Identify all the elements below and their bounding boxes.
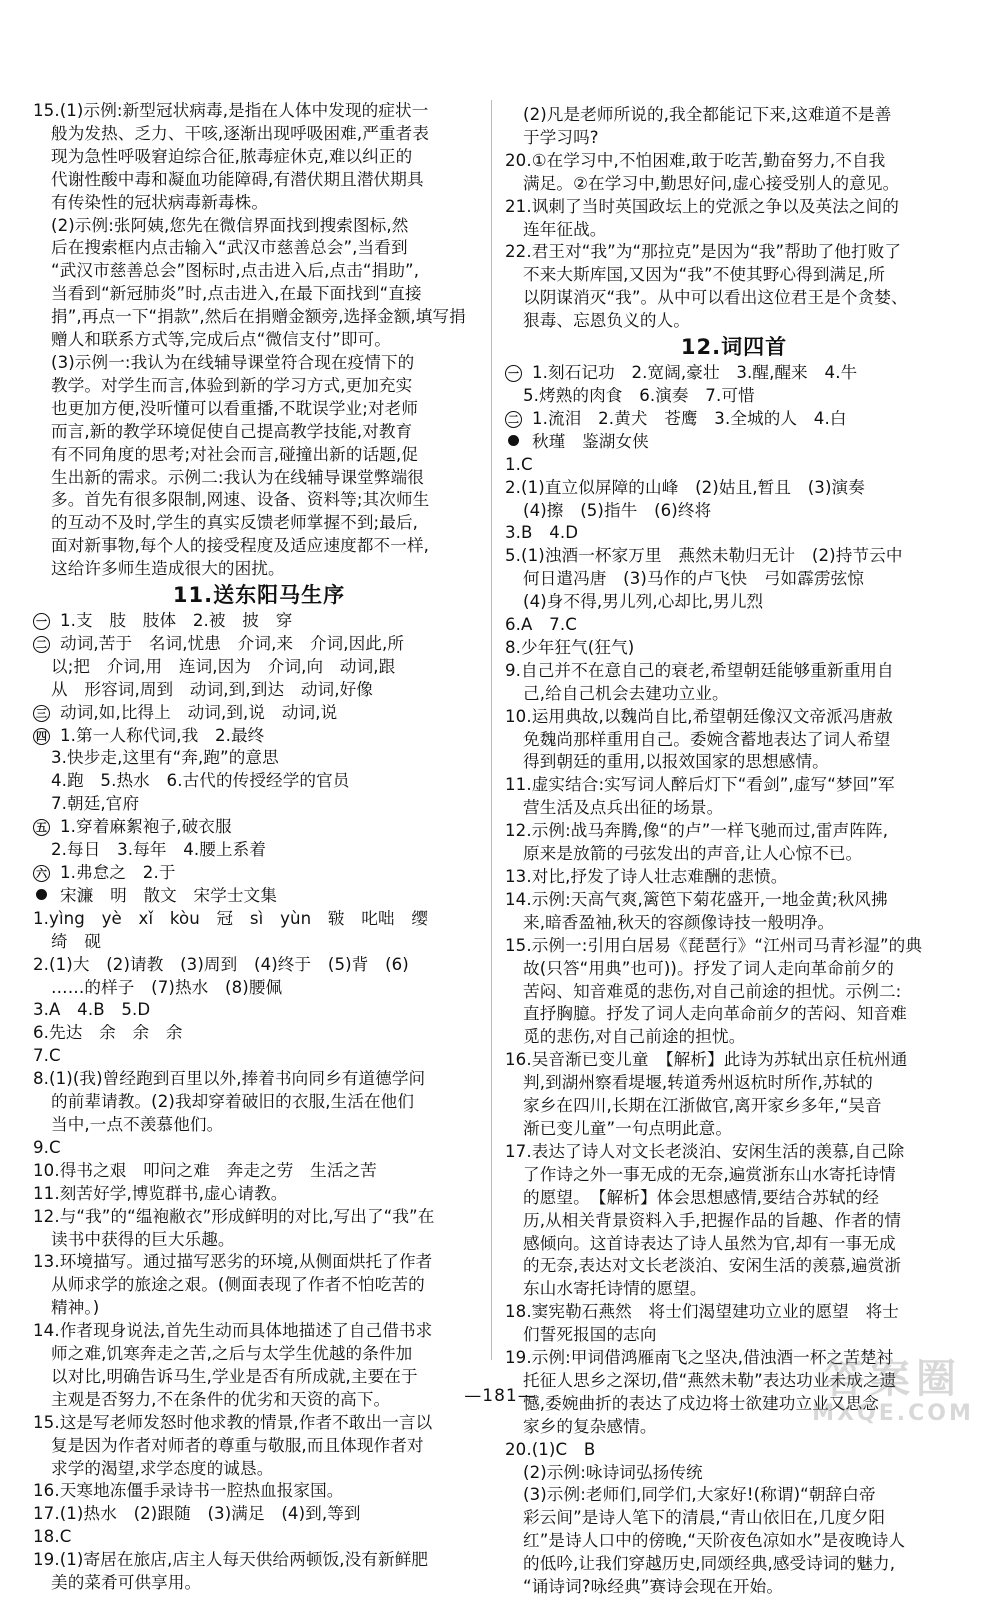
- answer-text: “武汉市慈善总会”图标时,点击进入后,点击“捐助”,: [51, 261, 420, 281]
- answer-line: [505, 820, 963, 843]
- answer-line: [505, 150, 963, 173]
- answer-line: [505, 1095, 963, 1118]
- watermark-logo: [808, 1357, 978, 1431]
- bullet-dot-icon: [36, 889, 47, 900]
- answer-text: 有不同角度的思考;对社会而言,碰撞出新的话题,促: [51, 444, 419, 464]
- answer-line: [505, 1462, 963, 1485]
- page-number: —181—: [464, 1386, 536, 1406]
- answer-line: [33, 1251, 485, 1274]
- answer-text: 1.穿着麻絮袍子,破衣服: [60, 817, 232, 837]
- answer-text: 2.(1)大 (2)请教 (3)周到 (4)终于 (5)背 (6): [33, 954, 409, 974]
- answer-line: [33, 1435, 485, 1458]
- answer-line: [505, 362, 963, 385]
- answer-text: 从师求学的旅途之艰。(侧面表现了作者不怕吃苦的: [51, 1275, 425, 1295]
- answer-text: 22.君王对“我”为“那拉克”是因为“我”帮助了他打败了: [505, 242, 902, 262]
- answer-text: 家乡的复杂感情。: [523, 1416, 657, 1436]
- answer-text: 16.吴音渐已变儿童 【解析】此诗为苏轼出京任杭州通: [505, 1050, 908, 1070]
- answer-line: [33, 283, 485, 306]
- answer-text: 动词,苦于 名词,忧患 介词,来 介词,因此,所: [60, 633, 405, 653]
- answer-line: [505, 591, 963, 614]
- answer-text: ……的样子 (7)热水 (8)腰佩: [51, 977, 283, 997]
- answer-line: [33, 123, 485, 146]
- answer-line: [33, 329, 485, 352]
- answer-text: 们誓死报国的志向: [523, 1325, 657, 1345]
- answer-line: [33, 908, 485, 931]
- answer-line: [505, 751, 963, 774]
- answer-text: 后在搜索框内点击输入“武汉市慈善总会”,当看到: [51, 238, 408, 258]
- answer-line: [33, 656, 485, 679]
- answer-text: 动词,如,比得上 动词,到,说 动词,说: [60, 702, 338, 722]
- answer-line: [505, 522, 963, 545]
- answer-text: 托征人思乡之深切,借“燕然未勒”表达功业未成之遗: [523, 1370, 897, 1390]
- answer-line: [505, 1255, 963, 1278]
- answer-line: [505, 1141, 963, 1164]
- answer-text: 1.第一人称代词,我 2.最终: [60, 725, 265, 745]
- answer-text: 直抒胸臆。抒发了词人走向革命前夕的苦闷、知音难: [523, 1004, 907, 1024]
- answer-line: [33, 375, 485, 398]
- answer-text: 4.跑 5.热水 6.古代的传授经学的官员: [51, 771, 350, 791]
- answer-text: 16.天寒地冻僵手录诗书一腔热血报家国。: [33, 1481, 344, 1501]
- answer-text: 宋濂 明 散文 宋学士文集: [60, 885, 278, 905]
- answer-text: 了作诗之外一事无成的无奈,遍赏浙东山水寄托诗情: [523, 1164, 896, 1184]
- answer-line: [505, 1530, 963, 1553]
- answer-text: 代谢性酸中毒和凝血功能障碍,有潜伏期且潜伏期具: [51, 169, 424, 189]
- answer-text: 11.虚实结合:实写词人醉后灯下“看剑”,虚写“梦回”军: [505, 775, 895, 795]
- answer-text: 也更加方便,没听懂可以看重播,不耽误学业;对老师: [51, 398, 419, 418]
- answer-text: 东山水寄托诗情的愿望。: [523, 1279, 707, 1299]
- circled-number-icon: 五: [33, 819, 50, 836]
- answer-text: 这给许多师生造成很大的困扰。: [51, 559, 285, 579]
- answer-line: [33, 702, 485, 725]
- answer-line: [33, 1160, 485, 1183]
- answer-line: [505, 1553, 963, 1576]
- answer-text: 求学的渴望,求学态度的诚恳。: [51, 1458, 274, 1478]
- answer-line: [33, 747, 485, 770]
- answer-line: [505, 196, 963, 219]
- answer-line: [33, 839, 485, 862]
- answer-text: 19.(1)寄居在旅店,店主人每天供给两顿饭,没有新鲜肥: [33, 1550, 429, 1570]
- answer-text: 21.讽刺了当时英国政坛上的党派之争以及英法之间的: [505, 196, 899, 216]
- answer-text: 13.对比,抒发了诗人壮志难酬的悲愤。: [505, 867, 788, 886]
- answer-text: 主观是否努力,不在条件的优劣和天资的高下。: [51, 1389, 391, 1409]
- circled-number-icon: 四: [33, 728, 50, 745]
- answer-line: [505, 241, 963, 264]
- answer-text: 当中,一点不羡慕他们。: [51, 1114, 224, 1134]
- answer-line: [33, 1229, 485, 1252]
- watermark-top: 答案圈: [824, 1356, 962, 1402]
- answer-line: [505, 408, 963, 431]
- answer-text: (2)凡是老师所说的,我全都能记下来,这难道不是善: [523, 105, 892, 124]
- circled-number-icon: 二: [33, 636, 50, 653]
- answer-text: 9.自己并不在意自己的衰老,希望朝廷能够重新重用自: [505, 660, 894, 680]
- answer-text: (2)示例:咏诗词弘扬传统: [523, 1462, 703, 1482]
- answer-text: “诵诗词?咏经典”赛诗会现在开始。: [523, 1577, 784, 1597]
- answer-line: [33, 169, 485, 192]
- answer-line: [33, 1549, 485, 1572]
- answer-line: [33, 633, 485, 656]
- answer-text: 生出新的需求。示例二:我认为在线辅导课堂弊端很: [51, 467, 424, 487]
- answer-text: 美的菜肴可供享用。: [51, 1573, 202, 1593]
- answer-text: 10.得书之艰 叩问之难 奔走之劳 生活之苦: [33, 1160, 377, 1180]
- answer-line: [505, 385, 963, 408]
- answer-line: [33, 862, 485, 885]
- left-column: [33, 100, 485, 1595]
- answer-line: [33, 1320, 485, 1343]
- answer-text: 复是因为作者对师者的尊重与敬服,而且体现作者对: [51, 1435, 424, 1455]
- answer-text: 般为发热、乏力、干咳,逐渐出现呼吸困难,严重者表: [51, 123, 430, 143]
- circled-number-icon: 三: [33, 705, 50, 722]
- answer-line: [505, 545, 963, 568]
- answer-text: 狠毒、忘恩负义的人。: [523, 311, 690, 331]
- answer-line: [33, 1137, 485, 1160]
- answer-text: 20.①在学习中,不怕困难,敢于吃苦,勤奋努力,不自我: [505, 150, 886, 170]
- answer-text: 当看到“新冠肺炎”时,点击进入,在最下面找到“直接: [51, 284, 422, 304]
- answer-text: 14.作者现身说法,首先生动而具体地描述了自己借书求: [33, 1321, 433, 1341]
- answer-text: 苦闷、知音难觅的悲伤,对自己前途的担忧。示例二:: [523, 981, 902, 1001]
- answer-line: [505, 706, 963, 729]
- answer-text: 5.烤熟的肉食 6.演奏 7.可惜: [523, 385, 755, 405]
- answer-text: 的无奈,表达对文长老淡泊、安闲生活的羡慕,遍赏浙: [523, 1256, 902, 1276]
- answer-line: [505, 797, 963, 820]
- answer-line: [33, 1572, 485, 1595]
- answer-line: [33, 1045, 485, 1068]
- answer-text: 15.这是写老师发怒时他求教的情景,作者不敢出一言以: [33, 1412, 433, 1432]
- answer-line: [33, 816, 485, 839]
- answer-line: [33, 237, 485, 260]
- answer-text: 3.A 4.B 5.D: [33, 1000, 151, 1020]
- answer-text: 7.C: [33, 1046, 61, 1066]
- answer-line: [505, 264, 963, 287]
- answer-text: 18.C: [33, 1527, 72, 1547]
- answer-line: [33, 1297, 485, 1320]
- answer-text: 己,给自己机会去建功立业。: [523, 683, 729, 703]
- answer-line: [33, 512, 485, 535]
- answer-text: 红”是诗人口中的傍晚,“天阶夜色凉如水”是夜晚诗人: [523, 1531, 906, 1551]
- answer-text: 3.快步走,这里有“奔,跑”的意思: [51, 748, 279, 768]
- answer-text: 7.朝廷,官府: [51, 794, 140, 814]
- answer-line: [505, 889, 963, 912]
- answer-text: 11.刻苦好学,博览群书,虚心请教。: [33, 1183, 288, 1203]
- answer-text: 以;把 介词,用 连词,因为 介词,向 动词,跟: [51, 656, 396, 676]
- answer-text: 读书中获得的巨大乐趣。: [51, 1229, 235, 1249]
- answer-text: 的前辈请教。(2)我却穿着破旧的衣服,生活在他们: [51, 1092, 415, 1112]
- answer-line: [33, 1274, 485, 1297]
- answer-line: [33, 1206, 485, 1229]
- answer-line: [33, 679, 485, 702]
- answer-line: [33, 146, 485, 169]
- answer-text: 免魏尚那样重用自己。委婉含蓄地表达了词人希望: [523, 729, 891, 749]
- answer-text: 判,到湖州察看堤堰,转道秀州返杭时所作,苏轼的: [523, 1073, 873, 1093]
- answer-text: 的愿望。 【解析】体会思想感情,要结合苏轼的经: [523, 1187, 880, 1207]
- answer-text: 不来大斯库国,又因为“我”不使其野心得到满足,所: [523, 265, 886, 285]
- answer-line: [33, 1068, 485, 1091]
- answer-line: [33, 1343, 485, 1366]
- answer-line: [33, 1412, 485, 1435]
- answer-line: [33, 1114, 485, 1137]
- answer-text: 历,从相关背景资料入手,把握作品的旨趣、作者的情: [523, 1210, 902, 1230]
- answer-text: 而言,新的教学环境促使自己提高教学技能,对教育: [51, 421, 413, 441]
- answer-line: [33, 306, 485, 329]
- answer-line: [505, 477, 963, 500]
- answer-line: [33, 192, 485, 215]
- answer-text: 20.(1)C B: [505, 1439, 596, 1459]
- answer-line: [505, 500, 963, 523]
- answer-line: [33, 770, 485, 793]
- answer-text: 15.(1)示例:新型冠状病毒,是指在人体中发现的症状一: [33, 101, 429, 120]
- answer-line: [505, 1118, 963, 1141]
- answer-line: [33, 931, 485, 954]
- answer-text: 8.(1)(我)曾经跑到百里以外,捧着书向同乡有道德学问: [33, 1069, 426, 1089]
- answer-text: 教学。对学生而言,体验到新的学习方式,更加充实: [51, 375, 413, 395]
- answer-line: [33, 535, 485, 558]
- answer-text: 师之难,饥寒奔走之苦,之后与太学生优越的条件加: [51, 1344, 413, 1364]
- answer-line: [505, 1003, 963, 1026]
- answer-text: 1.刻石记功 2.宽阔,豪壮 3.醒,醒来 4.牛: [532, 363, 858, 383]
- answer-text: 感倾向。这首诗表达了诗人虽然为官,却有一事无成: [523, 1233, 896, 1253]
- answer-text: 故(只答“用典”也可))。抒发了词人走向革命前夕的: [523, 958, 894, 978]
- answer-text: 6.A 7.C: [505, 615, 577, 635]
- answer-text: 1.C: [505, 454, 533, 474]
- answer-text: 满足。②在学习中,勤思好问,虚心接受别人的意见。: [523, 173, 900, 193]
- answer-line: [33, 421, 485, 444]
- answer-text: 面对新事物,每个人的接受程度及适应速度都不一样,: [51, 536, 430, 556]
- answer-text: (4)擦 (5)指牛 (6)终将: [523, 500, 712, 520]
- answer-text: 1.弗怠之 2.于: [60, 863, 176, 882]
- answer-text: 9.C: [33, 1137, 61, 1157]
- answer-text: 绮 砚: [51, 931, 102, 951]
- answer-text: 渐已变儿童”一句点明此意。: [523, 1118, 733, 1138]
- answer-text: 1.流泪 2.黄犬 苍鹰 3.全城的人 4.白: [532, 408, 847, 428]
- answer-line: [505, 310, 963, 333]
- answer-line: [505, 454, 963, 477]
- answer-text: 原来是放箭的弓弦发出的声音,让人心惊不已。: [523, 844, 863, 864]
- answer-text: 憾,委婉曲折的表达了戍边将士欲建功立业又思念: [523, 1393, 879, 1413]
- answer-text: 19.示例:甲词借鸿雁南飞之坚决,借浊酒一杯之苦楚衬: [505, 1348, 894, 1368]
- answer-line: [505, 219, 963, 242]
- answer-line: [505, 1507, 963, 1530]
- answer-line: [505, 1439, 963, 1462]
- answer-line: [33, 954, 485, 977]
- answer-line: [505, 104, 963, 127]
- bullet-dot-icon: [508, 435, 519, 446]
- answer-line: [33, 793, 485, 816]
- answer-text: 营生活及点兵出征的场景。: [523, 798, 724, 818]
- circled-number-icon: 一: [33, 613, 50, 630]
- answer-line: [505, 660, 963, 683]
- circled-number-icon: 六: [33, 865, 50, 882]
- answer-text: 连年征战。: [523, 219, 607, 239]
- answer-text: (2)示例:张阿姨,您先在微信界面找到搜索图标,然: [51, 215, 409, 235]
- answer-line: [505, 1484, 963, 1507]
- answer-line: [33, 444, 485, 467]
- answer-text: 何日遣冯唐 (3)马作的卢飞快 弓如霹雳弦惊: [523, 569, 864, 589]
- answer-line: [33, 1503, 485, 1526]
- answer-text: 8.少年狂气(狂气): [505, 637, 635, 657]
- answer-line: [33, 352, 485, 375]
- answer-text: 觅的悲伤,对自己前途的担忧。: [523, 1027, 746, 1047]
- section-title: 11.送东阳马生序: [172, 583, 346, 608]
- answer-text: 以对比,明确告诉马生,学业是否有所成就,主要在于: [51, 1366, 418, 1386]
- answer-text: 捐”,再点一下“捐款”,然后在捐赠金额旁,选择金额,填写捐: [51, 307, 466, 327]
- answer-text: 现为急性呼吸窘迫综合征,脓毒症休克,难以纠正的: [51, 146, 413, 166]
- answer-line: [33, 725, 485, 748]
- answer-text: 5.(1)浊酒一杯家万里 燕然未勒归无计 (2)持节云中: [505, 546, 903, 566]
- answer-text: 赠人和联系方式等,完成后点“微信支付”即可。: [51, 330, 391, 350]
- answer-text: 的低吟,让我们穿越历史,同颂经典,感受诗词的魅力,: [523, 1554, 896, 1574]
- answer-line: [33, 999, 485, 1022]
- answer-text: 家乡在四川,长期在江浙做官,离开家乡多年,“吴音: [523, 1096, 882, 1116]
- answer-line: [33, 610, 485, 633]
- answer-line: [505, 774, 963, 797]
- answer-line: [33, 977, 485, 1000]
- answer-line: [33, 1091, 485, 1114]
- answer-line: [505, 1576, 963, 1599]
- circled-number-icon: 二: [505, 411, 522, 428]
- column-divider: [491, 100, 492, 1360]
- answer-line: [33, 489, 485, 512]
- answer-text: 以阴谋消灭“我”。从中可以看出这位君王是个贪婪、: [523, 288, 908, 308]
- answer-line: [505, 568, 963, 591]
- answer-text: 有传染性的冠状病毒新毒株。: [51, 192, 269, 212]
- answer-line: [505, 1072, 963, 1095]
- answer-line: [505, 1026, 963, 1049]
- answer-text: 15.示例一:引用白居易《琵琶行》“江州司马青衫湿”的典: [505, 935, 923, 955]
- answer-line: [505, 1278, 963, 1301]
- answer-line: [505, 866, 963, 889]
- answer-text: (3)示例:老师们,同学们,大家好!(称谓)“朝辞白帝: [523, 1485, 876, 1505]
- answer-text: 17.表达了诗人对文长老淡泊、安闲生活的羡慕,自己除: [505, 1141, 905, 1161]
- answer-line: [505, 614, 963, 637]
- answer-line: [505, 912, 963, 935]
- answer-line: [33, 100, 485, 123]
- answer-line: [33, 260, 485, 283]
- answer-line: [505, 431, 963, 454]
- answer-line: [33, 558, 485, 581]
- answer-line: [505, 958, 963, 981]
- answer-text: 得到朝廷的重用,以报效国家的思想感情。: [523, 752, 829, 772]
- answer-text: 12.与“我”的“缊袍敝衣”形成鲜明的对比,写出了“我”在: [33, 1206, 435, 1226]
- answer-text: 14.示例:天高气爽,篱笆下菊花盛开,一地金黄;秋风拂: [505, 889, 888, 909]
- answer-line: [505, 173, 963, 196]
- answer-line: [505, 637, 963, 660]
- answer-line: [33, 467, 485, 490]
- answer-text: 来,暗香盈袖,秋天的容颜像诗技一般明净。: [523, 912, 835, 932]
- answer-text: 18.窦宪勒石燕然 将士们渴望建功立业的愿望 将士: [505, 1302, 899, 1322]
- answer-text: 10.运用典故,以魏尚自比,希望朝廷像汉文帝派冯唐赦: [505, 706, 894, 726]
- answer-line: [505, 843, 963, 866]
- watermark-bottom: MXQE.COM: [812, 1401, 974, 1426]
- answer-text: 的互动不及时,学生的真实反馈老师掌握不到;最后,: [51, 513, 419, 533]
- answer-text: 17.(1)热水 (2)跟随 (3)满足 (4)到,等到: [33, 1504, 361, 1524]
- answer-line: [505, 1210, 963, 1233]
- answer-line: [33, 398, 485, 421]
- answer-line: [33, 1183, 485, 1206]
- circled-number-icon: 一: [505, 365, 522, 382]
- answer-line: [505, 1049, 963, 1072]
- answer-line: [33, 1458, 485, 1481]
- answer-text: 13.环境描写。通过描写恶劣的环境,从侧面烘托了作者: [33, 1252, 433, 1272]
- answer-line: [505, 1164, 963, 1187]
- answer-line: [505, 1324, 963, 1347]
- answer-text: 精神。): [51, 1298, 100, 1318]
- answer-text: 3.B 4.D: [505, 523, 579, 543]
- answer-line: [505, 1233, 963, 1256]
- answer-line: [505, 1301, 963, 1324]
- answer-line: [505, 981, 963, 1004]
- answer-text: 6.先达 余 余 余: [33, 1023, 183, 1043]
- answer-text: 2.每日 3.每年 4.腰上系着: [51, 840, 267, 860]
- answer-line: [505, 935, 963, 958]
- answer-line: [33, 1022, 485, 1045]
- answer-line: [505, 127, 963, 150]
- answer-line: [505, 683, 963, 706]
- answer-line: [33, 215, 485, 238]
- section-title: 12.词四首: [680, 335, 788, 360]
- answer-text: (4)身不得,男儿列,心却比,男儿烈: [523, 592, 764, 612]
- answer-text: 秋瑾 鉴湖女侠: [532, 431, 649, 451]
- answer-line: [505, 1187, 963, 1210]
- answer-text: (3)示例一:我认为在线辅导课堂符合现在疫情下的: [51, 352, 415, 372]
- answer-text: 于学习吗?: [523, 127, 599, 147]
- answer-text: 1.支 肢 肢体 2.被 披 穿: [60, 611, 293, 631]
- answer-line: [505, 729, 963, 752]
- answer-line: [33, 1526, 485, 1549]
- answer-line: [505, 287, 963, 310]
- answer-text: 1.yìng yè xǐ kòu 冠 sì yùn 皲 叱咄 缨: [33, 908, 429, 928]
- answer-text: 2.(1)直立似屏障的山峰 (2)姑且,暂且 (3)演奏: [505, 477, 865, 497]
- answer-line: [33, 1480, 485, 1503]
- answer-text: 彩云间”是诗人笔下的清晨,“青山依旧在,几度夕阳: [523, 1508, 886, 1528]
- answer-text: 从 形容词,周到 动词,到,到达 动词,好像: [51, 679, 373, 699]
- answer-line: [33, 885, 485, 908]
- answer-text: 12.示例:战马奔腾,像“的卢”一样飞驰而过,雷声阵阵,: [505, 821, 889, 841]
- answer-text: 多。首先有很多限制,网速、设备、资料等;其次师生: [51, 490, 430, 510]
